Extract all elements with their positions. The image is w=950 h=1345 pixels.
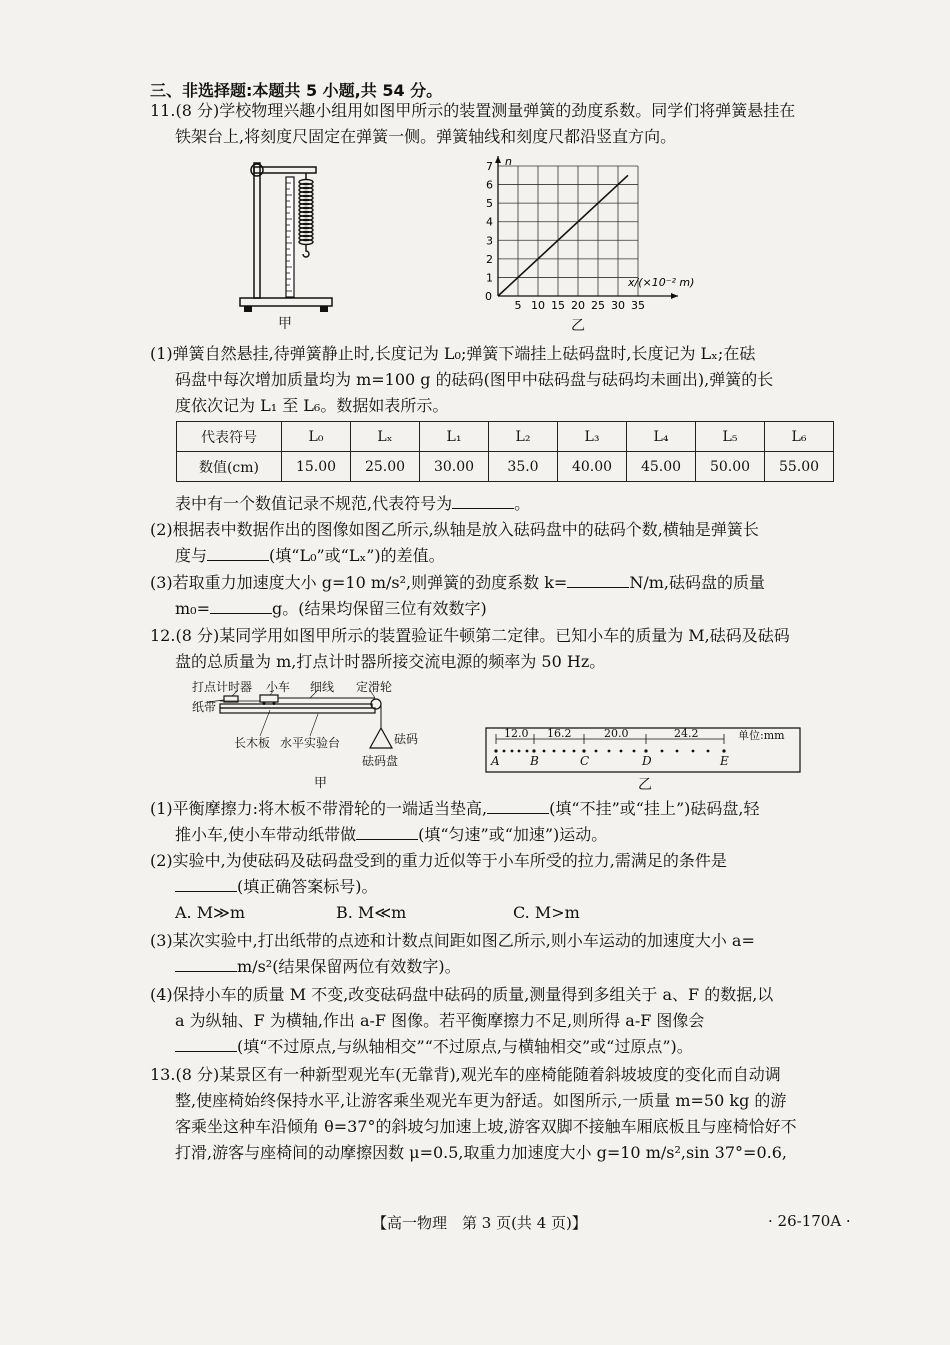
y-axis-label: n [505,155,512,168]
answer-blank-6[interactable] [356,825,418,840]
q13-stem-line4: 打滑,游客与座椅间的动摩擦因数 μ=0.5,取重力加速度大小 g=10 m/s²,sin 37°=0.6, [175,1143,787,1162]
x-tick-label: 30 [611,299,625,312]
footer-code: · 26-170A · [768,1212,851,1230]
label-tape: 纸带 [192,700,217,714]
y-tick-label: 6 [486,178,493,192]
table-value-l0: 15.00 [282,452,351,482]
y-tick-label: 1 [486,271,493,285]
q11-part3-line2: m₀= g。(结果均保留三位有效数字) [175,599,487,618]
q11-stem-line2: 铁架台上,将刻度尺固定在弹簧一侧。弹簧轴线和刻度尺都沿竖直方向。 [175,127,677,146]
data-table [176,421,834,482]
option-b: B. M≪m [336,903,407,922]
q13-stem-line1: 13.(8 分)某景区有一种新型观光车(无靠背),观光车的座椅能随着斜坡坡度的变化而自动调 [150,1065,781,1084]
x-tick-label: 35 [631,299,645,312]
q12-stem-line2: 盘的总质量为 m,打点计时器所接交流电源的频率为 50 Hz。 [175,652,606,671]
q12-fig-a-caption: 甲 [314,776,328,791]
table-header-symbol: 代表符号 [177,422,282,452]
tape-unit: 单位:mm [738,729,785,742]
clamp [251,164,263,176]
answer-blank-9[interactable] [175,1037,237,1052]
q11-stem-line1: 11.(8 分)学校物理兴趣小组用如图甲所示的装置测量弹簧的劲度系数。同学们将弹簧悬挂在 [150,101,796,120]
table-value-l3: 40.00 [558,452,627,482]
q11-part2-line1: (2)根据表中数据作出的图像如图乙所示,纵轴是放入砝码盘中的砝码个数,横轴是弹簧长 [150,520,759,539]
series-line [498,175,628,296]
footer-title: 【高一物理 第 3 页(共 4 页)】 [372,1214,587,1232]
q11-part1-question: 表中有一个数值记录不规范,代表符号为 。 [175,494,531,513]
option-a: A. M≫m [175,903,246,922]
n-x-chart [470,150,730,325]
q11-part1-line2: 码盘中每次增加质量均为 m=100 g 的砝码(图甲中砝码盘与砝码均未画出),弹簧的长 [175,370,774,389]
answer-blank-7[interactable] [175,877,237,892]
q13-stem-line2: 整,使座椅始终保持水平,让游客乘坐观光车更为舒适。如图所示,一质量 m=50 kg 的游 [175,1091,787,1110]
weight-pan [370,728,392,748]
table-header-value: 数值(cm) [177,452,282,482]
label-pan: 砝码盘 [362,754,399,768]
spring [299,180,313,258]
tape-segment-ab: 12.0 [504,727,529,740]
table-value-lx: 25.00 [351,452,420,482]
q12-part3-line1: (3)某次实验中,打出纸带的点迹和计数点间距如图乙所示,则小车运动的加速度大小 a= [150,931,755,950]
cart-box [260,695,278,702]
y-axis-arrow [495,156,501,163]
origin-label: 0 [485,290,492,303]
label-board: 长木板 [234,736,271,750]
tape-point-b: B [530,754,539,768]
tape-point-e: E [720,754,729,768]
tape-point-c: C [580,754,590,768]
q11-fig-b-caption: 乙 [571,318,585,334]
y-tick-label: 7 [486,160,493,173]
label-weight: 砝码 [394,732,419,746]
table-symbol-lx: Lₓ [351,422,420,452]
answer-blank-5[interactable] [487,799,549,814]
table-symbol-l3: L₃ [558,422,627,452]
y-tick-label: 5 [486,197,493,211]
table-symbol-l6: L₆ [765,422,834,452]
table-value-l2: 35.0 [489,452,558,482]
y-tick-label: 3 [486,234,493,248]
x-axis-arrow [671,293,678,299]
table-row-values [177,452,834,482]
tape-point-a: A [491,754,500,768]
q13-stem-line3: 客乘坐这种车沿倾角 θ=37°的斜坡匀加速上坡,游客双脚不接触车厢底板且与座椅恰好不 [175,1117,797,1136]
x-axis-label: x/(×10⁻² m) [628,276,695,289]
y-tick-label: 2 [486,252,493,266]
tape-segment-de: 24.2 [674,727,699,740]
table-symbol-l1: L₁ [420,422,489,452]
q12-fig-b-caption: 乙 [638,777,652,793]
x-tick-label: 25 [591,299,605,312]
table-symbol-l5: L₅ [696,422,765,452]
q12-part2-line2: (填正确答案标号)。 [175,876,378,898]
option-c: C. M>m [513,903,580,922]
x-tick-label: 15 [551,299,565,312]
q12-part4-line3: (填“不过原点,与纵轴相交”“不过原点,与横轴相交”或“过原点”)。 [175,1036,693,1058]
x-tick-label: 20 [571,299,585,312]
table-value-l1: 30.00 [420,452,489,482]
tape-point-d: D [642,754,652,768]
answer-blank-2[interactable] [207,546,269,561]
label-timer: 打点计时器 [192,680,253,694]
x-tick-label: 10 [531,299,545,312]
q12-part1-line2: 推小车,使小车带动纸带做 (填“匀速”或“加速”)运动。 [175,825,608,844]
lab-table [220,708,375,713]
q12-part1-line1: (1)平衡摩擦力:将木板不带滑轮的一端适当垫高, (填“不挂”或“挂上”)砝码盘,轻 [150,799,760,818]
table-row-symbols [177,422,834,452]
section-title: 三、非选择题:本题共 5 小题,共 54 分。 [150,81,443,100]
tape-segment-cd: 20.0 [604,727,629,740]
q11-part2-line2: 度与 (填“L₀”或“Lₓ”)的差值。 [175,546,445,565]
q12-part2-line1: (2)实验中,为使砝码及砝码盘受到的重力近似等于小车所受的拉力,需满足的条件是 [150,851,727,870]
table-value-l5: 50.00 [696,452,765,482]
q12-stem-line1: 12.(8 分)某同学用如图甲所示的装置验证牛顿第二定律。已知小车的质量为 M,砝码及砝码 [150,626,790,645]
q11-part1-line3: 度依次记为 L₁ 至 L₆。数据如表所示。 [175,396,449,415]
stand-pole [254,163,260,298]
tape-segment-bc: 16.2 [547,727,572,740]
label-table: 水平实验台 [280,736,341,750]
q12-part4-line1: (4)保持小车的质量 M 不变,改变砝码盘中砝码的质量,测量得到多组关于 a、F 的数据,以 [150,985,774,1004]
y-tick-label: 4 [486,215,493,229]
answer-blank-3[interactable] [567,573,629,588]
answer-blank-8[interactable] [175,957,237,972]
answer-blank-1[interactable] [452,494,514,509]
stand-base [240,298,332,306]
paper-tape-figure [484,726,802,774]
label-cart: 小车 [266,680,291,694]
q12-part3-line2: m/s²(结果保留两位有效数字)。 [175,956,461,978]
q11-fig-a-caption: 甲 [278,316,292,332]
table-value-l4: 45.00 [627,452,696,482]
table-symbol-l2: L₂ [489,422,558,452]
spring-apparatus-figure [232,155,342,335]
answer-blank-4[interactable] [210,599,272,614]
x-tick-label: 5 [514,299,522,312]
cart-apparatus-figure [190,680,430,790]
q11-part3-line1: (3)若取重力加速度大小 g=10 m/s²,则弹簧的劲度系数 k= N/m,砝码盘的质量 [150,573,765,592]
table-symbol-l4: L₄ [627,422,696,452]
table-symbol-l0: L₀ [282,422,351,452]
table-value-l6: 55.00 [765,452,834,482]
label-string: 细线 [310,680,335,694]
q12-part4-line2: a 为纵轴、F 为横轴,作出 a-F 图像。若平衡摩擦力不足,则所得 a-F 图像会 [175,1011,705,1030]
label-pulley: 定滑轮 [356,680,393,694]
q11-part1-line1: (1)弹簧自然悬挂,待弹簧静止时,长度记为 L₀;弹簧下端挂上砝码盘时,长度记为 Lₓ;在砝 [150,344,756,363]
